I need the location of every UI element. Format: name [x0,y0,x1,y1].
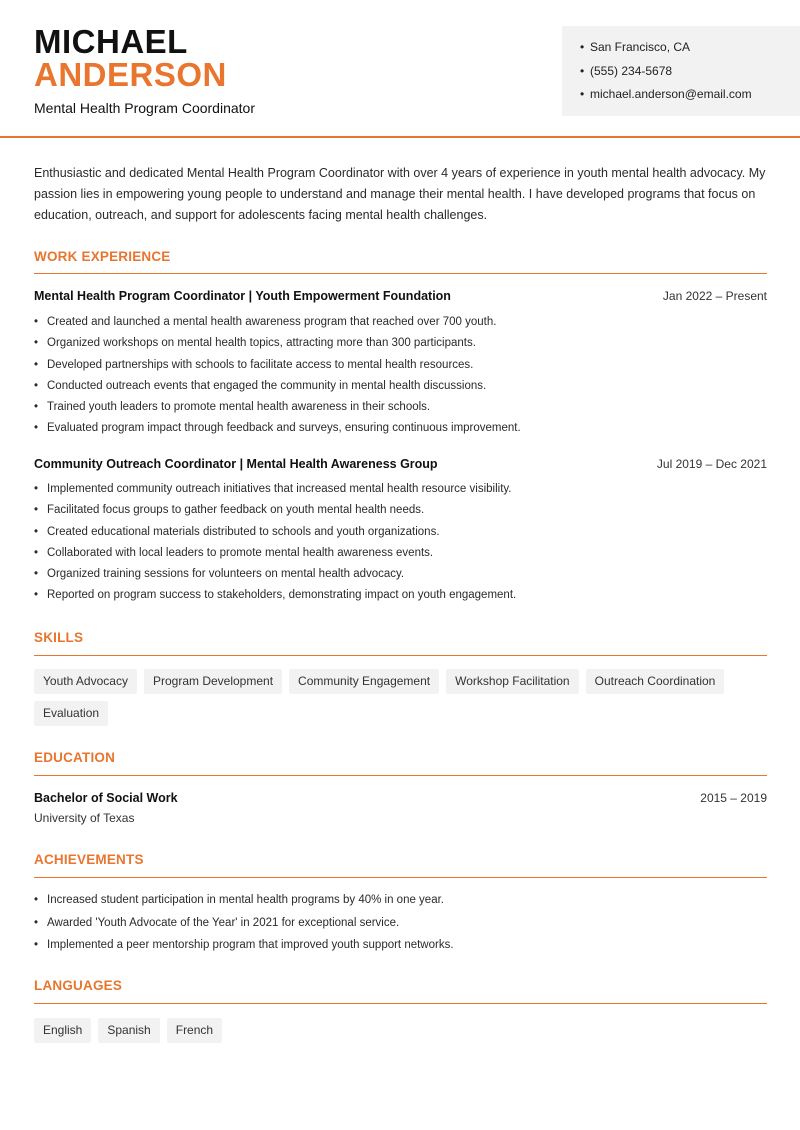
job-dates: Jul 2019 – Dec 2021 [656,457,767,471]
last-name: ANDERSON [34,56,227,93]
list-item: • Implemented community outreach initiatives that increased mental health resource visibility. [34,479,767,500]
contact-email[interactable]: • michael.anderson@email.com [580,86,752,110]
skill-chip: Youth Advocacy [34,669,137,694]
job-dates: Jan 2022 – Present [662,289,767,303]
skill-chip: Workshop Facilitation [446,669,579,694]
education-school: University of Texas [34,811,135,825]
section-title-work: WORK EXPERIENCE [34,249,171,264]
list-item: • Reported on program success to stakeholders, demonstrating impact on youth engagement. [34,585,767,606]
section-title-skills: SKILLS [34,630,84,645]
skills-list [34,669,774,726]
language-chip: French [167,1018,222,1043]
job-header [34,457,767,471]
first-name: MICHAEL [34,23,188,60]
summary-paragraph: Enthusiastic and dedicated Mental Health Program Coordinator with over 4 years of experience in youth mental health advocacy. My passion lies in empowering young people to understand and manage their mental health. I have developed programs that focus on education, outreach, and support for adolescents facing mental health challenges. [34,166,766,222]
job-role: Mental Health Program Coordinator | Youth Empowerment Foundation [34,289,451,303]
resume-header [0,0,800,138]
list-item: • Organized training sessions for volunteers on mental health advocacy. [34,564,767,585]
section-divider [34,655,767,656]
section-title-languages: LANGUAGES [34,978,123,993]
section-divider [34,1003,767,1004]
skill-chip: Program Development [144,669,282,694]
list-item: • Collaborated with local leaders to promote mental health awareness events. [34,543,767,564]
list-item: • Organized workshops on mental health topics, attracting more than 300 participants. [34,333,767,354]
language-chip: Spanish [98,1018,159,1043]
language-chip: English [34,1018,91,1043]
job-bullets [34,312,767,440]
languages-list [34,1018,774,1043]
list-item: • Evaluated program impact through feedback and surveys, ensuring continuous improvement. [34,418,767,439]
job-header [34,289,767,303]
list-item: • Awarded 'Youth Advocate of the Year' in 2021 for exceptional service. [34,912,767,935]
list-item: • Created and launched a mental health awareness program that reached over 700 youth. [34,312,767,333]
list-item: • Developed partnerships with schools to facilitate access to mental health resources. [34,355,767,376]
education-dates: 2015 – 2019 [700,791,767,805]
section-title-education: EDUCATION [34,750,116,765]
list-item: • Conducted outreach events that engaged the community in mental health discussions. [34,376,767,397]
section-divider [34,273,767,274]
skill-chip: Community Engagement [289,669,439,694]
list-item: • Trained youth leaders to promote mental health awareness in their schools. [34,397,767,418]
list-item: • Created educational materials distributed to schools and youth organizations. [34,522,767,543]
job-role: Community Outreach Coordinator | Mental Health Awareness Group [34,457,438,471]
skill-chip: Outreach Coordination [586,669,725,694]
contact-phone: • (555) 234-5678 [580,63,752,87]
job-bullets [34,479,767,607]
list-item: • Facilitated focus groups to gather feedback on youth mental health needs. [34,500,767,521]
section-title-achievements: ACHIEVEMENTS [34,852,144,867]
section-divider [34,775,767,776]
section-divider [34,877,767,878]
list-item: • Increased student participation in mental health programs by 40% in one year. [34,889,767,912]
achievements-list [34,889,767,957]
skill-chip: Evaluation [34,701,108,726]
job-title: Mental Health Program Coordinator [34,100,255,116]
contact-location: • San Francisco, CA [580,39,752,63]
contact-box [562,26,800,116]
education-degree: Bachelor of Social Work [34,791,178,805]
list-item: • Implemented a peer mentorship program that improved youth support networks. [34,934,767,957]
